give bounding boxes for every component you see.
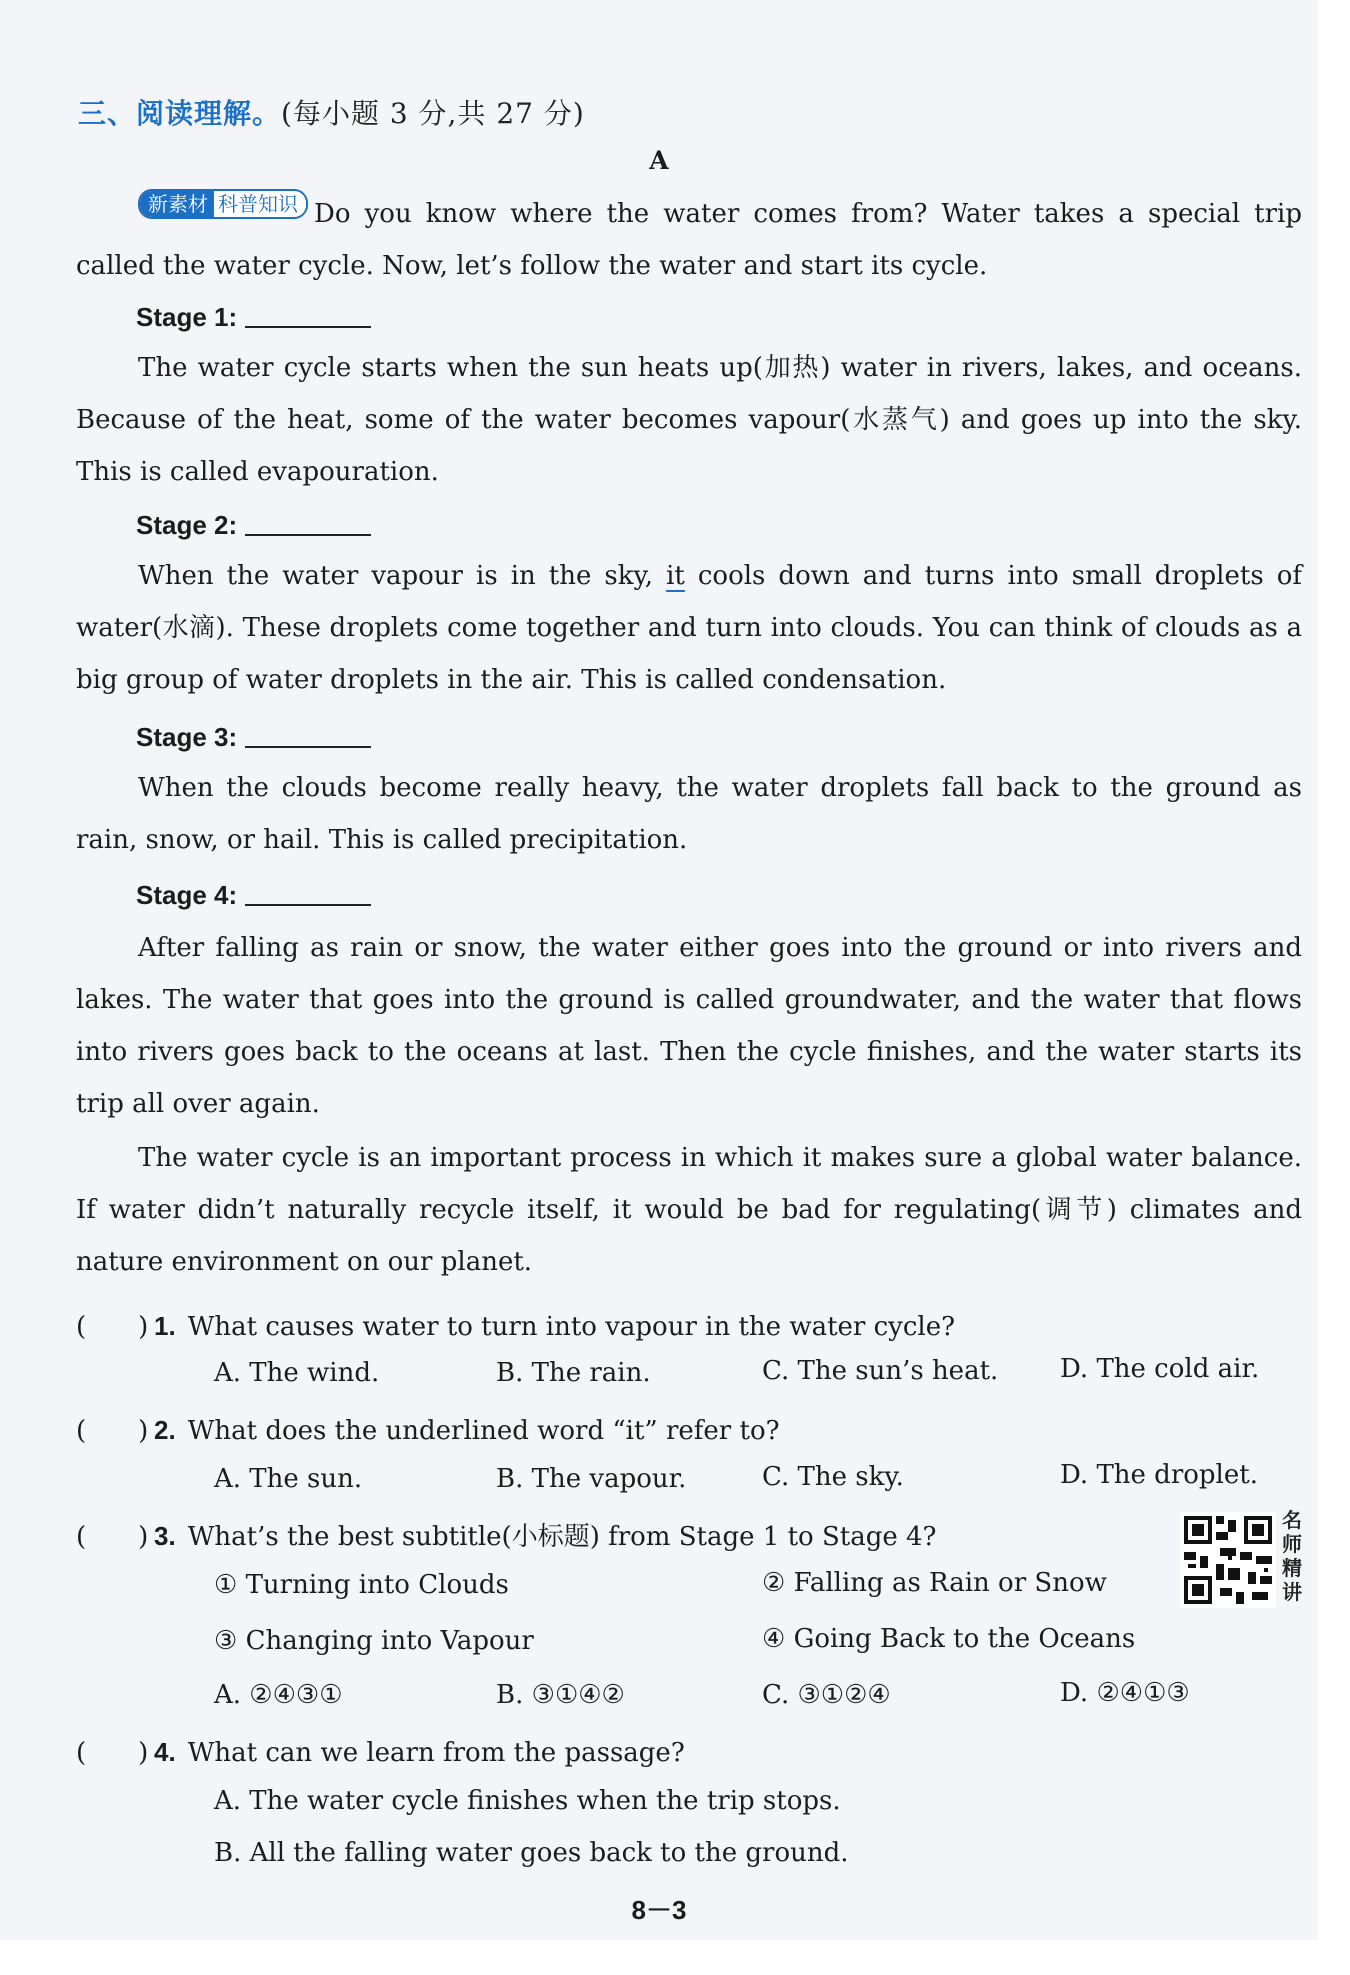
stage-2-label: Stage 2:: [136, 510, 238, 540]
section-label: 三、阅读理解。: [78, 97, 282, 130]
stage-2-heading: [136, 510, 371, 541]
q3-item-3: ③ Changing into Vapour: [214, 1626, 534, 1656]
stage-4-heading: [136, 880, 371, 911]
question-1-stem: What causes water to turn into vapour in the water cycle?: [187, 1312, 956, 1342]
stage-2-blank[interactable]: [245, 512, 371, 536]
stage-4-blank[interactable]: [245, 882, 371, 906]
question-2-number: 2.: [154, 1415, 176, 1445]
q2-option-d: D. The droplet.: [1060, 1460, 1258, 1490]
intro-text: Do you know where the water comes from? Water takes a special trip called the water cycle. Now, let’s follow the water and start its cycle.: [76, 199, 1302, 281]
material-tag: [138, 189, 308, 219]
question-3-stem: What’s the best subtitle(小标题) from Stage 1 to Stage 4?: [187, 1522, 937, 1552]
qr-code-icon[interactable]: [1180, 1512, 1276, 1608]
section-title: [78, 92, 585, 132]
stage-3-heading: [136, 722, 371, 753]
q2-option-a: A. The sun.: [214, 1464, 363, 1494]
passage-intro: [76, 188, 1302, 292]
stage-3-paragraph: When the clouds become really heavy, the water droplets fall back to the ground as rain, snow, or hail. This is called precipitation.: [76, 773, 1302, 855]
q3-option-d: D. ②④①③: [1060, 1678, 1190, 1708]
q3-option-b: B. ③①④②: [496, 1680, 625, 1710]
stage-4-paragraph: After falling as rain or snow, the water either goes into the ground or into rivers and lakes. The water that goes into the ground is called groundwater, and the water that flows into rivers goes back to the oceans at last. Then the cycle finishes, and the water starts its trip all over again.: [76, 933, 1302, 1119]
stage-2-text-b: cools down and turns into small droplets of water(水滴). These droplets come together and turn into clouds. You can think of clouds as a big group of water droplets in the air. This is called condensation.: [76, 561, 1302, 695]
q1-option-c: C. The sun’s heat.: [762, 1356, 999, 1386]
q1-option-b: B. The rain.: [496, 1358, 651, 1388]
page-number: 8－3: [631, 1895, 687, 1925]
q1-option-d: D. The cold air.: [1060, 1354, 1260, 1384]
answer-blank-1[interactable]: ( ): [76, 1312, 149, 1342]
question-1-number: 1.: [154, 1311, 176, 1341]
tag-new-material: 新素材: [140, 191, 214, 217]
question-2: [76, 1410, 780, 1447]
question-1: [76, 1306, 955, 1343]
stage-3-label: Stage 3:: [136, 722, 238, 752]
stage-4-label: Stage 4:: [136, 880, 238, 910]
answer-blank-2[interactable]: ( ): [76, 1416, 149, 1446]
stage-1-paragraph: The water cycle starts when the sun heats up(加热) water in rivers, lakes, and oceans. Because of the heat, some of the water becomes vapour(水蒸气) and goes up into the sky. This is called evapouration.: [76, 353, 1302, 487]
qr-label: 名师精讲: [1282, 1508, 1302, 1604]
question-4-number: 4.: [154, 1737, 176, 1767]
stage-2-paragraph: [76, 550, 1302, 706]
stage-2-text-a: When the water vapour is in the sky,: [138, 561, 667, 591]
scan-bottom-edge: [0, 1940, 1350, 1975]
answer-blank-3[interactable]: ( ): [76, 1522, 149, 1552]
conclusion-paragraph: The water cycle is an important process in which it makes sure a global water balance. If water didn’t naturally recycle itself, it would be bad for regulating(调节) climates and nature environment on our planet.: [76, 1143, 1302, 1277]
q3-item-1: ① Turning into Clouds: [214, 1570, 509, 1600]
question-3: [76, 1516, 937, 1553]
question-4-stem: What can we learn from the passage?: [187, 1738, 685, 1768]
q3-option-c: C. ③①②④: [762, 1680, 891, 1710]
stage-1-label: Stage 1:: [136, 302, 238, 332]
underlined-word: it: [666, 561, 685, 591]
tag-popular-science: 科普知识: [214, 191, 306, 217]
q1-option-a: A. The wind.: [214, 1358, 380, 1388]
q4-option-b: B. All the falling water goes back to the ground.: [214, 1838, 849, 1868]
question-2-stem: What does the underlined word “it” refer to?: [187, 1416, 780, 1446]
q3-option-a: A. ②④③①: [214, 1680, 343, 1710]
q2-option-b: B. The vapour.: [496, 1464, 687, 1494]
q3-item-2: ② Falling as Rain or Snow: [762, 1568, 1107, 1598]
stage-1-heading: [136, 302, 371, 333]
q2-option-c: C. The sky.: [762, 1462, 904, 1492]
section-score-note: (每小题 3 分,共 27 分): [281, 97, 585, 130]
passage-letter: A: [649, 146, 669, 175]
q4-option-a: A. The water cycle finishes when the trip stops.: [214, 1786, 841, 1816]
scan-edge: [1318, 0, 1350, 1975]
question-3-number: 3.: [154, 1521, 176, 1551]
stage-1-blank[interactable]: [245, 304, 371, 328]
question-4: [76, 1732, 685, 1769]
answer-blank-4[interactable]: ( ): [76, 1738, 149, 1768]
q3-item-4: ④ Going Back to the Oceans: [762, 1624, 1136, 1654]
stage-3-blank[interactable]: [245, 724, 371, 748]
